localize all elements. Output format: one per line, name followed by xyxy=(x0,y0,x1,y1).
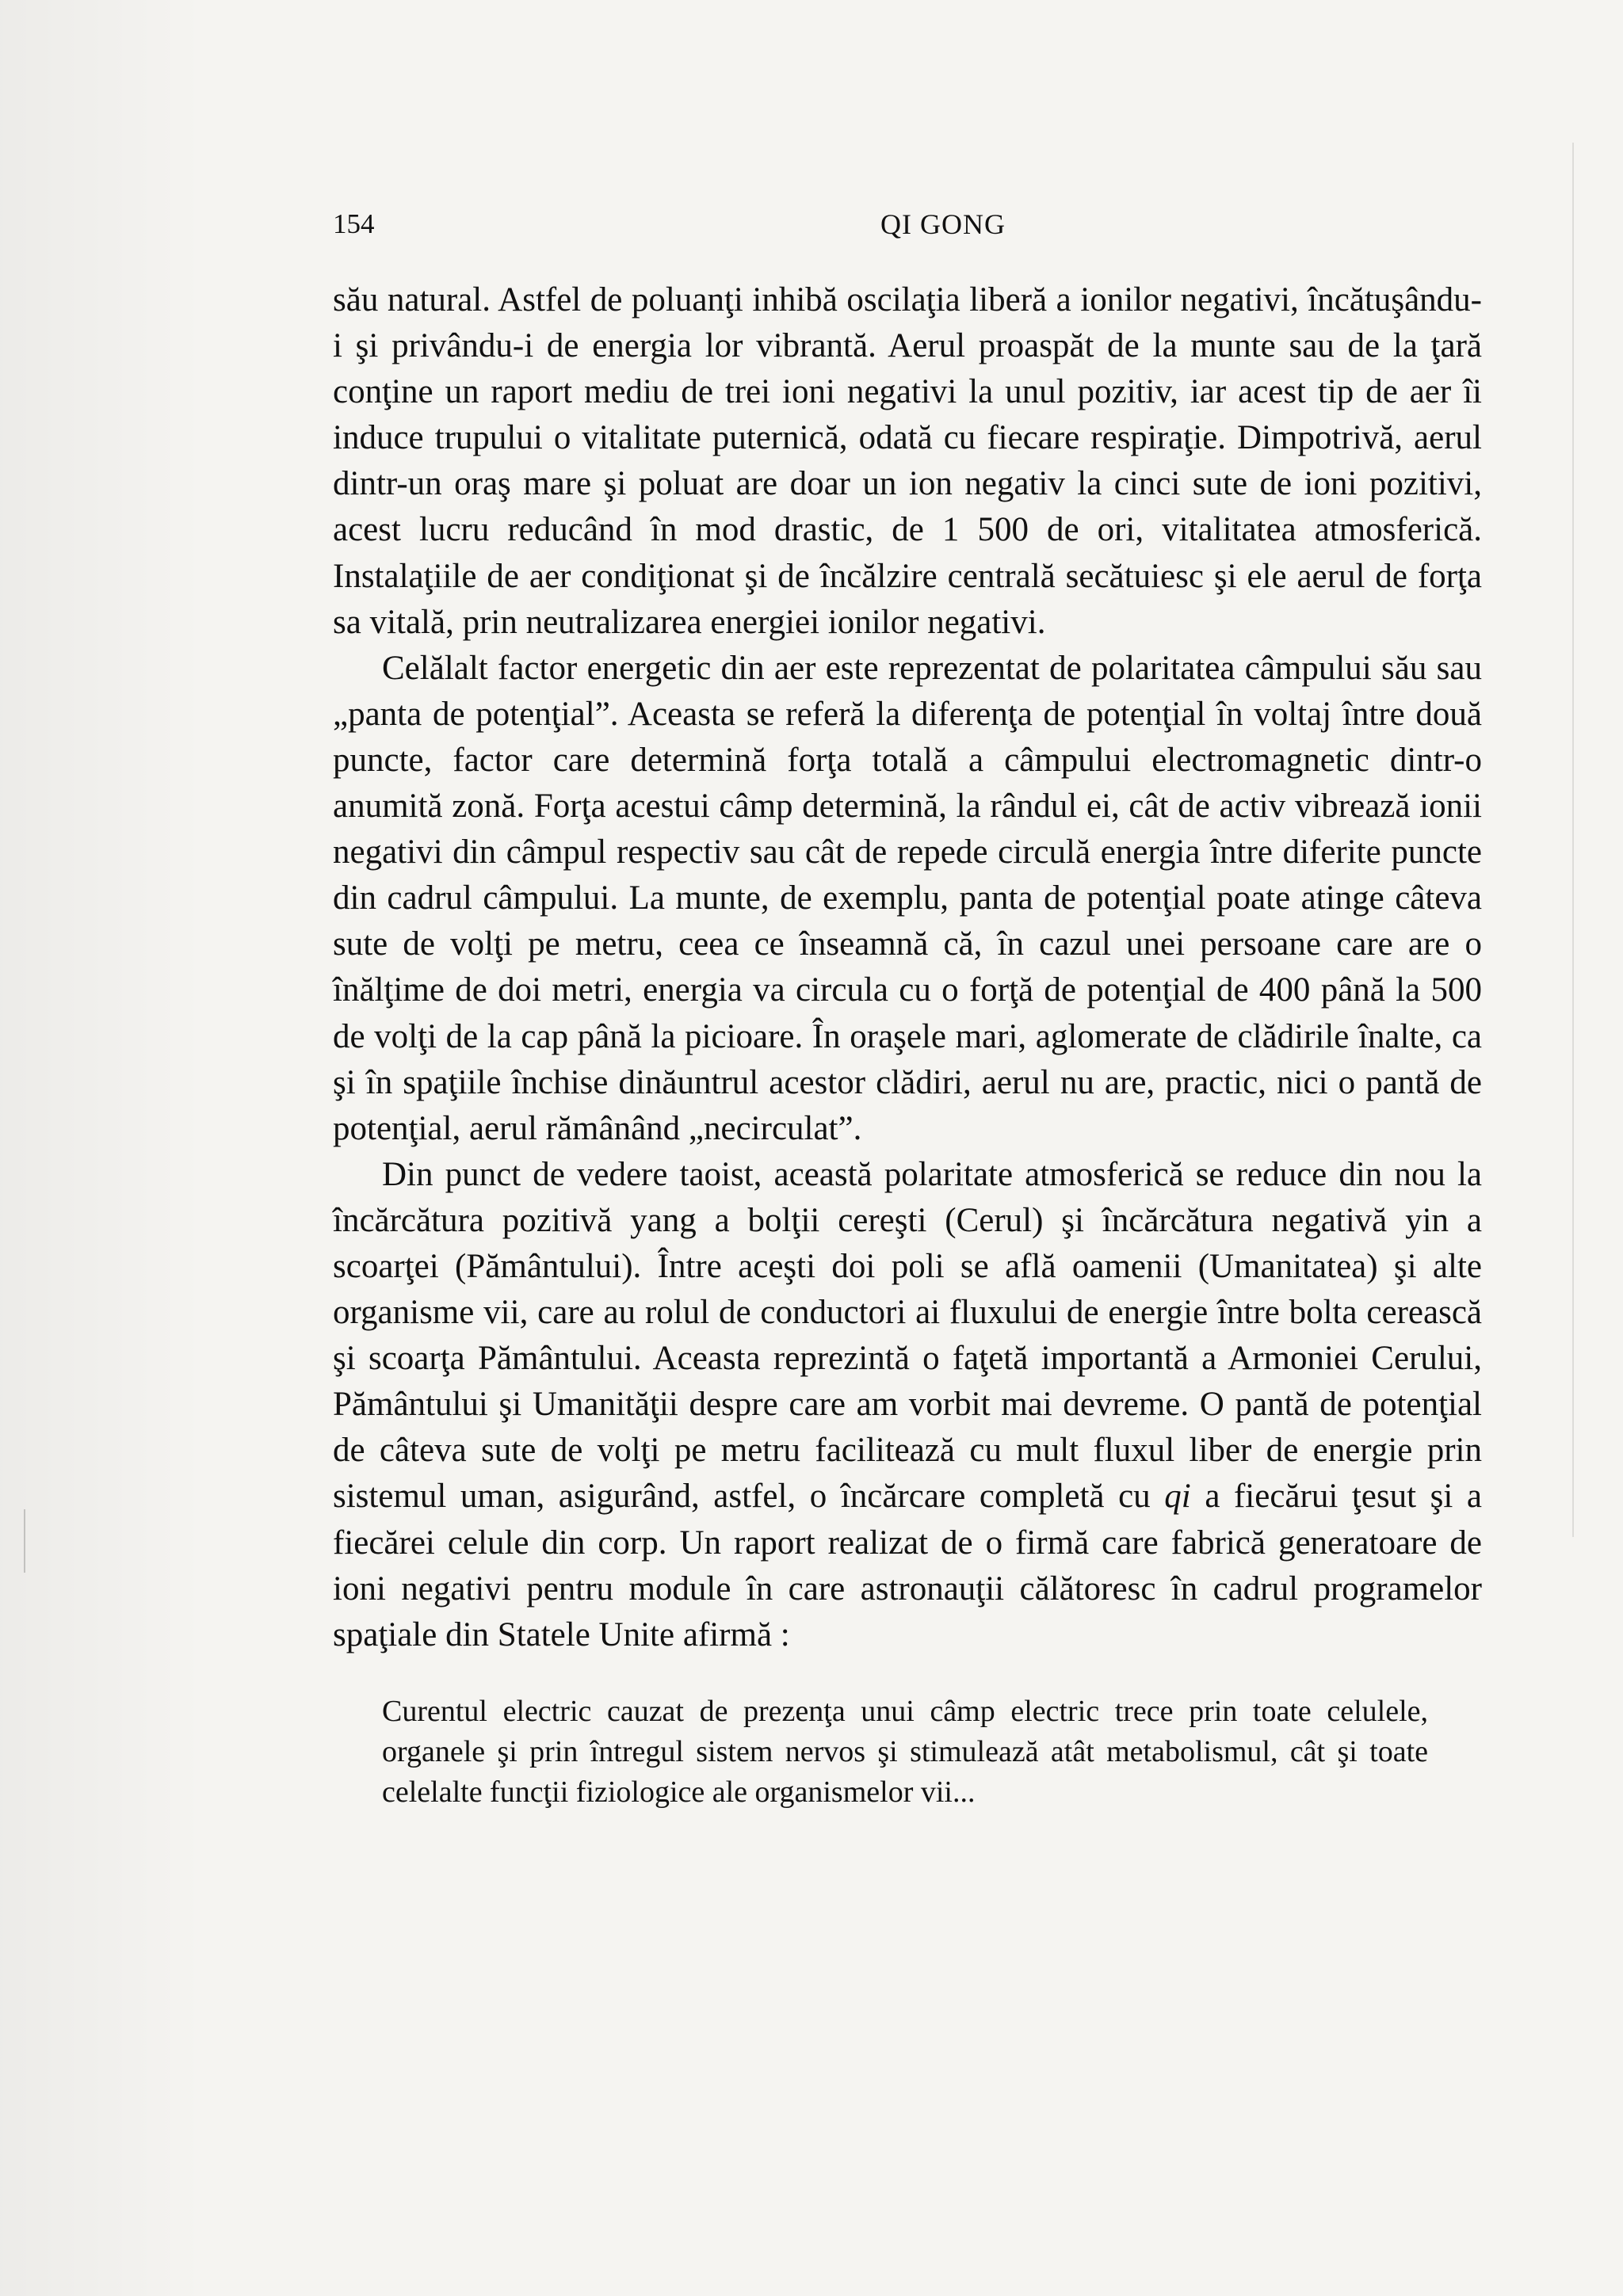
page-number: 154 xyxy=(333,208,375,239)
scan-edge-shadow xyxy=(0,0,206,2296)
scan-margin-mark xyxy=(1572,143,1574,1537)
page-header xyxy=(333,204,1553,244)
paragraph: Celălalt factor energetic din aer este reprezentat de polaritatea câmpului său sau „panta de potenţial”. Aceasta se referă la diferenţa de potenţial în voltaj între două puncte, factor care determină forţa totală a câmpului electromagnetic dintr-o anumită zonă. Forţa acestui câmp determină, la rândul ei, cât de activ vibrează ionii negativi din câmpul respectiv sau cât de repede circulă energia între diferite puncte din cadrul câmpului. La munte, de exemplu, panta de potenţial poate atinge câteva sute de volţi pe metru, ceea ce înseamnă că, în cazul unei persoane care are o înălţime de doi metri, energia va circula cu o forţă de potenţial de 400 până la 500 de volţi de la cap până la picioare. În oraşele mari, aglomerate de clădirile înalte, ca şi în spaţiile închise dinăuntrul acestor clădiri, aerul nu are, practic, nici o pantă de potenţial, aerul rămânând „necirculat”. xyxy=(333,649,1482,1147)
paragraph xyxy=(333,1152,1482,1658)
body-text xyxy=(333,277,1482,1813)
block-quote: Curentul electric cauzat de prezenţa unui câmp electric trece prin toate celulele, organele şi prin întregul sistem nervos şi stimulează atât metabolismul, cât şi toate celelalte funcţii fiziologice ale organismelor vii... xyxy=(382,1694,1428,1809)
text-run: Din punct de vedere taoist, această polaritate atmosferică se reduce din nou la încărcătura pozitivă yang a bolţii cereşti (Cerul) şi încărcătura negativă yin a scoarţei (Pământului). Între aceşti doi poli se află oamenii (Umanitatea) şi alte organisme vii, care au rolul de conductori ai fluxului de energie între bolta cerească şi scoarţa Pământului. Aceasta reprezintă o faţetă importantă a Armoniei Cerului, Pământului şi Umanităţii despre care am vorbit mai devreme. O pantă de potenţial de câteva sute de volţi pe metru facilitează cu mult fluxul liber de energie prin sistemul uman, asigurând, astfel, o încărcare completă cu xyxy=(333,1155,1482,1516)
italic-term: qi xyxy=(1164,1478,1191,1516)
text-run: a fiecărui ţesut şi a fiecărei celule din corp. Un raport realizat de o firmă care fabrică generatoare de ioni negativi pentru module în care astronauţii călătoresc în cadrul programelor spaţiale din Statele Unite afirmă : xyxy=(333,1478,1483,1653)
paragraph: său natural. Astfel de poluanţi inhibă oscilaţia liberă a ionilor negativi, încătuşându-i şi privându-i de energia lor vibrantă. Aerul proaspăt de la munte sau de la ţară conţine un raport mediu de trei ioni negativi la unul pozitiv, iar acest tip de aer îi induce trupului o vitalitate puternică, odată cu fiecare respiraţie. Dimpotrivă, aerul dintr-un oraş mare şi poluat are doar un ion negativ la cinci sute de ioni pozitivi, acest lucru reducând în mod drastic, de 1 500 de ori, vitalitatea atmosferică. Instalaţiile de aer condiţionat şi de încălzire centrală secătuiesc şi ele aerul de forţa sa vitală, prin neutralizarea energiei ionilor negativi. xyxy=(333,281,1482,641)
scan-margin-mark xyxy=(24,1509,25,1573)
running-title: QI GONG xyxy=(880,208,1006,240)
